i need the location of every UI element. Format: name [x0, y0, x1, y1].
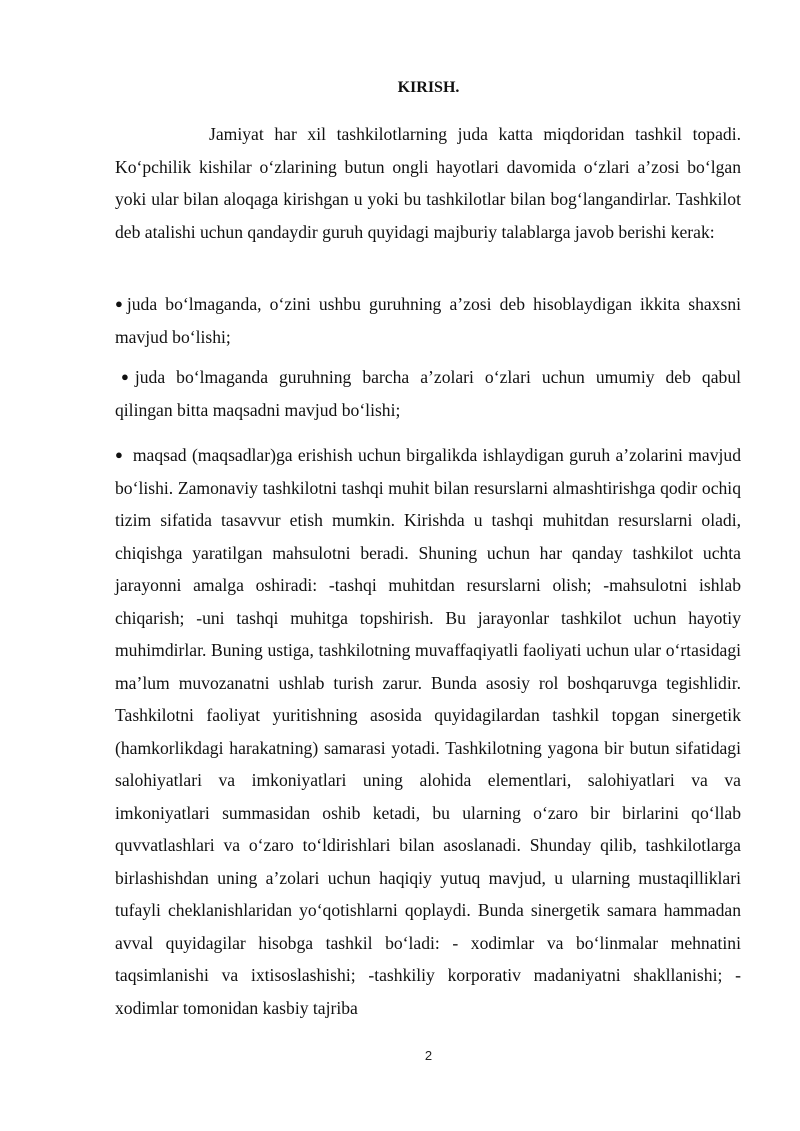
- bullet-item-3: [115, 439, 741, 1024]
- bullet-text-3: maqsad (maqsadlar)ga erishish uchun birgalikda ishlaydigan guruh a’zolarini mavjud bo‘lishi. Zamonaviy tashkilotni tashqi muhit bilan resurslarni almashtirishga qodir ochiq tizim sifatida tasavvur etish mumkin. Kirishda u tashqi muhitdan resurslarni oladi, chiqishga yaratilgan mahsulotni beradi. Shuning uchun har qanday tashkilot uchta jarayonni amalga oshiradi: -tashqi muhitdan resurslarni olish; -mahsulotni ishlab chiqarish; -uni tashqi muhitga topshirish. Bu jarayonlar tashkilot uchun hayotiy muhimdirlar. Buning ustiga, tashkilotning muvaffaqiyatli faoliyati uchun ular o‘rtasidagi ma’lum muvozanatni ushlab turish zarur. Bunda asosiy rol boshqaruvga tegishlidir. Tashkilotni faoliyat yuritishning asosida quyidagilardan tashkil topgan sinergetik (hamkorlikdagi harakatning) samarasi yotadi. Tashkilotning yagona bir butun sifatidagi salohiyatlari va imkoniyatlari uning alohida elementlari, salohiyatlari va va imkoniyatlari summasidan oshib ketadi, bu ularning o‘zaro bir birlarini qo‘llab quvvatlashlari va o‘zaro to‘ldirishlari bilan asoslanadi. Shunday qilib, tashkilotlarga birlashishdan uning a’zolari uchun haqiqiy yutuq mavjud, u ularning mustaqilliklari tufayli cheklanishlaridan yo‘qotishlarni qoplaydi. Bunda sinergetik samara hammadan avval quyidagilar hisobga tashkil bo‘ladi: - xodimlar va bo‘linmalar mehnatini taqsimlanishi va ixtisoslashishi; -tashkiliy korporativ madaniyatni shakllanishi; - xodimlar tomonidan kasbiy tajriba: [115, 445, 741, 1018]
- bullet-text-2: juda bo‘lmaganda guruhning barcha a’zolari o‘zlari uchun umumiy deb qabul qilingan bitta maqsadni mavjud bo‘lishi;: [115, 367, 741, 420]
- bullet-item-1: [115, 288, 741, 353]
- intro-paragraph-block: [115, 118, 741, 248]
- bullet-icon: ●: [115, 447, 123, 462]
- bullet-text-1: juda bo‘lmaganda, o‘zini ushbu guruhning a’zosi deb hisoblaydigan ikkita shaxsni mavjud bo‘lishi;: [115, 294, 741, 347]
- bullet-item-2: [115, 361, 741, 426]
- page-title: KIRISH.: [397, 79, 460, 96]
- bullet-icon: ●: [115, 296, 123, 311]
- intro-paragraph: Jamiyat har xil tashkilotlarning juda katta miqdoridan tashkil topadi. Ko‘pchilik kishilar o‘zlarining butun ongli hayotlari davomida o‘zlari a’zosi bo‘lgan yoki ular bilan aloqaga kirishgan u yoki bu tashkilotlar bilan bog‘langandirlar. Tashkilot deb atalishi uchun qandaydir guruh quyidagi majburiy talablarga javob berishi kerak:: [115, 124, 741, 242]
- page-number: 2: [424, 1048, 433, 1063]
- bullet-icon: ●: [121, 369, 129, 384]
